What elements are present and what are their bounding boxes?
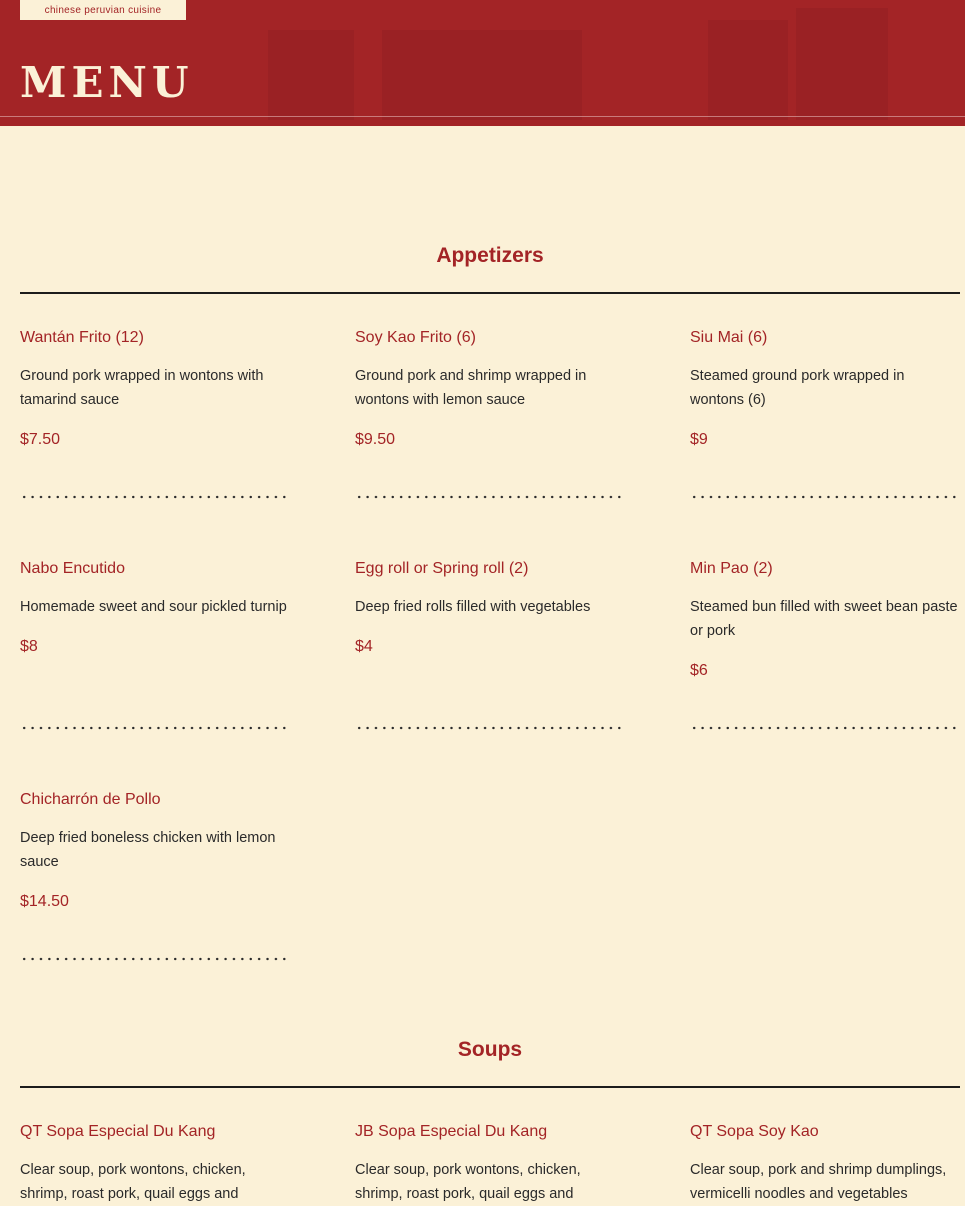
menu-item	[20, 1122, 292, 1206]
menu-item-description: Steamed ground pork wrapped in wontons (6)	[690, 368, 905, 408]
menu-item-price: $4	[355, 638, 373, 655]
logo-tagline: chinese peruvian cuisine	[44, 5, 162, 16]
menu-item-name: Nabo Encutido	[20, 560, 125, 577]
menu-item-name: Soy Kao Frito (6)	[355, 329, 476, 346]
dotted-divider	[20, 494, 290, 500]
menu-item	[355, 1122, 627, 1206]
section-divider	[20, 1086, 960, 1088]
dotted-divider	[20, 725, 290, 731]
menu-item-description: Homemade sweet and sour pickled turnip	[20, 599, 287, 615]
menu-item-description: Clear soup, pork wontons, chicken, shrimp, roast pork, quail eggs and	[20, 1162, 246, 1202]
section-title-appetizers: Appetizers	[436, 244, 544, 267]
menu-item	[690, 328, 962, 450]
menu-item	[690, 559, 962, 681]
menu-item	[20, 328, 292, 450]
menu-item	[355, 328, 627, 450]
menu-item-description: Ground pork wrapped in wontons with tamarind sauce	[20, 368, 264, 408]
menu-item-price: $7.50	[20, 431, 61, 448]
header-divider	[0, 116, 965, 117]
site-header	[0, 0, 965, 126]
menu-item	[355, 559, 627, 657]
menu-item-name: QT Sopa Soy Kao	[690, 1123, 819, 1140]
menu-item-description: Ground pork and shrimp wrapped in wontons with lemon sauce	[355, 368, 587, 408]
menu-item-description: Clear soup, pork wontons, chicken, shrimp, roast pork, quail eggs and	[355, 1162, 581, 1202]
dotted-divider	[355, 725, 625, 731]
dotted-divider	[20, 956, 290, 962]
menu-item-price: $9.50	[355, 431, 396, 448]
menu-item	[20, 790, 292, 912]
menu-item	[20, 559, 292, 657]
dotted-divider	[690, 494, 960, 500]
menu-item-description: Deep fried rolls filled with vegetables	[355, 599, 591, 615]
menu-item	[690, 1122, 962, 1206]
menu-item-price: $6	[690, 662, 708, 679]
menu-item-name: Min Pao (2)	[690, 560, 773, 577]
menu-item-name: Siu Mai (6)	[690, 329, 768, 346]
menu-item-name: Egg roll or Spring roll (2)	[355, 560, 529, 577]
menu-item-description: Deep fried boneless chicken with lemon sauce	[20, 830, 276, 870]
dotted-divider	[690, 725, 960, 731]
menu-item-name: Wantán Frito (12)	[20, 329, 144, 346]
menu-item-description: Clear soup, pork and shrimp dumplings, vermicelli noodles and vegetables	[690, 1162, 947, 1202]
menu-item-price: $8	[20, 638, 38, 655]
page-title: MENU	[20, 58, 194, 107]
logo[interactable]	[20, 0, 186, 20]
menu-item-description: Steamed bun filled with sweet bean paste or pork	[690, 599, 958, 639]
header-background-shape	[382, 30, 582, 120]
section-divider	[20, 292, 960, 294]
header-background-shape	[708, 20, 788, 120]
header-background-shape	[268, 30, 354, 120]
menu-item-name: QT Sopa Especial Du Kang	[20, 1123, 216, 1140]
dotted-divider	[355, 494, 625, 500]
section-title-soups: Soups	[457, 1038, 523, 1061]
menu-item-price: $14.50	[20, 893, 69, 910]
menu-item-name: JB Sopa Especial Du Kang	[355, 1123, 548, 1140]
menu-item-price: $9	[690, 431, 708, 448]
menu-item-name: Chicharrón de Pollo	[20, 791, 161, 808]
header-background-shape	[796, 8, 888, 120]
